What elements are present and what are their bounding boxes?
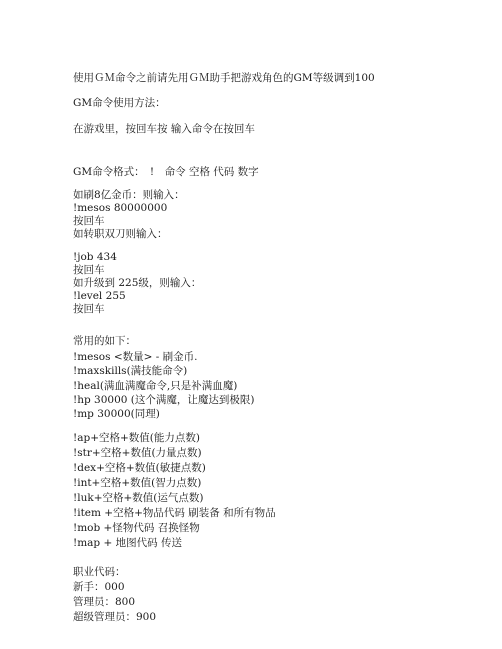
usage-line: 在游戏里，按回车按 输入命令在按回车 bbox=[73, 123, 255, 135]
usage-heading: GM命令使用方法： bbox=[73, 97, 166, 109]
format-line: GM命令格式： ! 命令 空格 代码 数字 bbox=[73, 166, 259, 178]
example-level-label: 如升级到 225级，则输入： bbox=[73, 277, 202, 289]
command-line: !maxskills(满技能命令) bbox=[73, 365, 188, 377]
enter-line: 按回车 bbox=[73, 215, 105, 227]
job-code-heading: 职业代码： bbox=[73, 566, 126, 578]
job-code-line: 管理员：800 bbox=[73, 596, 136, 608]
command-line: !ap+空格+数值(能力点数) bbox=[73, 432, 200, 444]
command-line: !mp 30000(同理) bbox=[73, 408, 160, 420]
example-mesos-label: 如刷8亿金币：则输入： bbox=[73, 189, 185, 201]
command-line: !item +空格+物品代码 刷装备 和所有物品 bbox=[73, 507, 276, 519]
intro-line: 使用ＧＭ命令之前请先用ＧＭ助手把游戏角色的GM等级调到100 bbox=[73, 72, 375, 84]
example-job-label: 如转职双刀则输入： bbox=[73, 228, 168, 240]
command-line: !mob +怪物代码 召换怪物 bbox=[73, 522, 200, 534]
command-line: !heal(满血满魔命令,只是补满血魔) bbox=[73, 380, 238, 392]
enter-line: 按回车 bbox=[73, 303, 105, 315]
command-line: !int+空格+数值(智力点数) bbox=[73, 477, 202, 489]
example-mesos-cmd: !mesos 80000000 bbox=[73, 202, 168, 214]
job-code-line: 新手：000 bbox=[73, 581, 125, 593]
example-level-cmd: !level 255 bbox=[73, 290, 126, 302]
command-line: !mesos <数量> - 刷金币. bbox=[73, 351, 198, 363]
common-heading: 常用的如下： bbox=[73, 335, 136, 347]
example-job-cmd: !job 434 bbox=[73, 251, 117, 263]
command-line: !map + 地图代码 传送 bbox=[73, 537, 182, 549]
command-line: !str+空格+数值(力量点数) bbox=[73, 447, 202, 459]
enter-line: 按回车 bbox=[73, 264, 105, 276]
command-line: !luk+空格+数值(运气点数) bbox=[73, 492, 204, 504]
job-code-line: 超级管理员：900 bbox=[73, 611, 157, 623]
command-line: !hp 30000 (这个满魔，让魔达到极限) bbox=[73, 394, 255, 406]
command-line: !dex+空格+数值(敏捷点数) bbox=[73, 462, 206, 474]
